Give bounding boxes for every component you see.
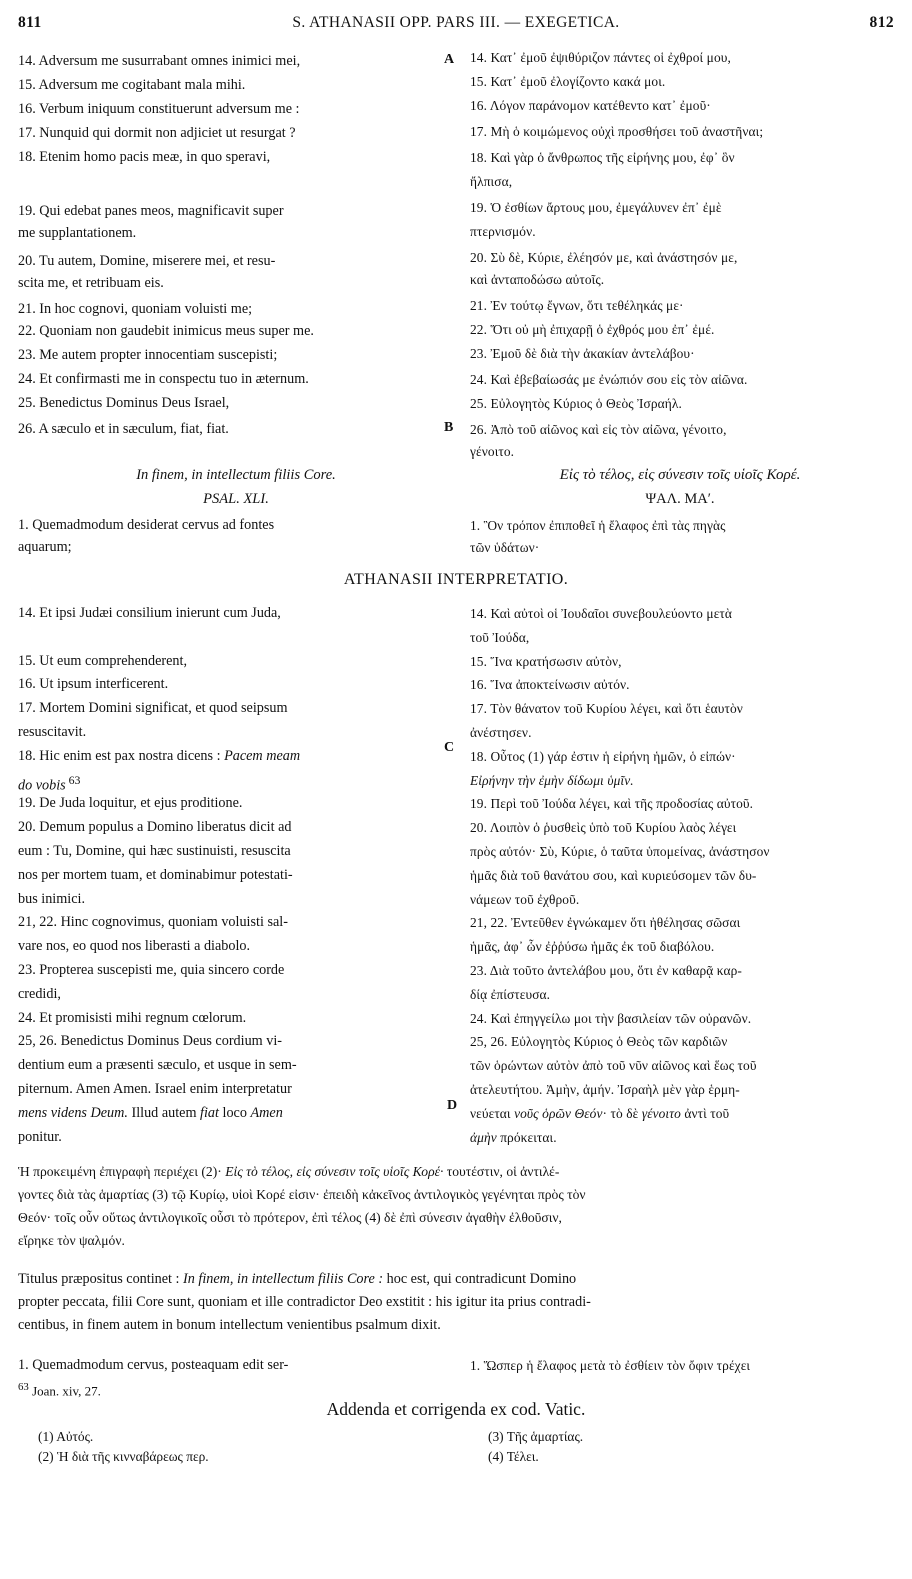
interpretatio-latin-line xyxy=(18,842,454,861)
interpretatio-latin-column xyxy=(18,604,454,1164)
interpretatio-latin-line xyxy=(18,890,454,909)
right-column-number: 812 xyxy=(869,14,894,31)
interpretatio-latin-line xyxy=(18,1032,454,1051)
text-run: centibus, in finem autem in bonum intellectum venientibus psalmum dixit. xyxy=(18,1317,441,1333)
text-run: Ἡ προκειμένη ἐπιγραφὴ περιέχει (2)· xyxy=(18,1164,226,1179)
interpretatio-greek-line xyxy=(470,1009,890,1028)
text-run: 20. Λοιπὸν ὁ ῥυσθεὶς ὑπὸ τοῦ Κυρίου λαὸς λέγει xyxy=(470,820,737,836)
text-run: 25, 26. Benedictus Dominus Deus cordium vi- xyxy=(18,1033,283,1050)
italic-run: γένοιτο xyxy=(641,1105,681,1121)
text-run: 14. Καὶ αὐτοὶ οἱ Ἰουδαῖοι συνεβουλεύοντο μετὰ xyxy=(470,606,733,621)
margin-letter-c: C xyxy=(444,740,455,755)
interpretatio-greek-line xyxy=(470,818,890,837)
greek-verse-line: τῶν ὑδάτων· xyxy=(470,540,540,555)
footnote-text: Joan. xiv, 27. xyxy=(28,1383,101,1399)
latin-verse-line: 1. Quemadmodum cervus, posteaquam edit ser- xyxy=(18,1357,289,1373)
interpretatio-latin-line xyxy=(18,818,454,837)
interpretatio-greek-line xyxy=(470,1104,890,1123)
margin-letter-d: D xyxy=(447,1098,458,1113)
latin-verse-line: 15. Adversum me cogitabant mala mihi. xyxy=(18,77,246,93)
text-run: πρὸς αὐτόν· Σὺ, Κύριε, ὁ ταῦτα ὑπομείνας, ἀνάστησον xyxy=(470,844,770,859)
interpretatio-latin-line xyxy=(18,1080,454,1099)
text-run: dentium eum a præsenti sæculo, et usque in sem- xyxy=(18,1057,297,1074)
italic-run: In finem, in intellectum filiis Core : xyxy=(183,1271,384,1287)
text-run: νεύεται xyxy=(470,1105,515,1121)
text-run: 15. Ἵνα κρατήσωσιν αὐτὸν, xyxy=(470,653,622,669)
text-run: 21, 22. Hinc cognovimus, quoniam voluisti sal- xyxy=(18,914,288,931)
interpretatio-latin-line xyxy=(18,1104,454,1123)
footnote-ref: 63 xyxy=(65,772,81,787)
interpretatio-greek-line xyxy=(470,675,890,694)
interpretatio-greek-line xyxy=(470,628,890,647)
text-run: 15. Ut eum comprehenderent, xyxy=(18,652,188,669)
greek-preface-line xyxy=(18,1185,894,1204)
addenda-heading: Addenda et corrigenda ex cod. Vatic. xyxy=(326,1399,586,1419)
text-run: 19. Περὶ τοῦ Ἰούδα λέγει, καὶ τῆς προδοσίας αὐτοῦ. xyxy=(470,796,754,812)
text-run: 25, 26. Εὐλογητὸς Κύριος ὁ Θεὸς τῶν καρδιῶν xyxy=(470,1034,728,1050)
interpretatio-latin-line xyxy=(18,747,454,766)
footnote xyxy=(18,1378,454,1400)
greek-verse-line: 17. Μὴ ὁ κοιμώμενος οὐχὶ προσθήσει τοῦ ἀναστῆναι; xyxy=(470,124,764,139)
text-run: hoc est, qui contradicunt Domino xyxy=(383,1271,577,1287)
addenda-item: (3) Τῆς ἁμαρτίας. xyxy=(488,1429,584,1444)
italic-run: νοῦς ὁρῶν Θεόν xyxy=(514,1105,603,1121)
interpretatio-latin-line xyxy=(18,1009,454,1028)
italic-run: Εἰς τὸ τέλος, εἰς σύνεσιν τοῖς υἱοῖς Κορέ· xyxy=(225,1164,444,1179)
psalm41-greek-heading xyxy=(470,466,890,555)
addenda-item: (2) Ἡ διὰ τῆς κινναβάρεως περ. xyxy=(38,1449,209,1464)
latin-preface-line xyxy=(18,1316,894,1335)
interpretatio-greek-line xyxy=(470,1128,890,1147)
margin-letter-b: B xyxy=(444,420,454,435)
latin-verse-line: 26. A sæculo et in sæculum, fiat, fiat. xyxy=(18,421,229,437)
greek-verse-line: ἤλπισα, xyxy=(470,174,513,189)
latin-verse-line: 19. Qui edebat panes meos, magnificavit super xyxy=(18,203,284,219)
interpretatio-latin-line xyxy=(18,913,454,932)
greek-verse-line: 18. Καὶ γὰρ ὁ ἄνθρωπος τῆς εἰρήνης μου, ἐφ᾽ ὃν xyxy=(470,150,735,165)
greek-verse-line: 21. Ἐν τούτῳ ἔγνων, ὅτι τεθέληκάς με· xyxy=(470,298,684,313)
interpretatio-greek-line xyxy=(470,937,890,956)
text-run: ἡμᾶς διὰ τοῦ θανάτου σου, καὶ κυριεύσομεν τῶν δυ- xyxy=(470,867,757,883)
final-verse-greek xyxy=(470,1356,890,1380)
text-run: 16. Ἵνα ἀποκτείνωσιν αὐτόν. xyxy=(470,677,630,693)
interpretatio-latin-line xyxy=(18,1056,454,1075)
interpretatio-greek-line xyxy=(470,1080,890,1099)
latin-preface-line xyxy=(18,1293,894,1312)
greek-verse-line: 22. Ὅτι οὐ μὴ ἐπιχαρῇ ὁ ἐχθρός μου ἐπ᾽ ἐμέ. xyxy=(470,322,715,337)
interpretatio-greek-line xyxy=(470,961,890,980)
text-run: 24. Καὶ ἐπηγγείλω μοι τὴν βασιλείαν τῶν οὐρανῶν. xyxy=(470,1010,752,1026)
interpretatio-greek-line xyxy=(470,842,890,861)
interpretatio-greek-line xyxy=(470,913,890,932)
interpretatio-latin-line xyxy=(18,771,454,796)
text-run: vare nos, eo quod nos liberasti a diabolo. xyxy=(18,938,251,955)
text-run: 18. Hic enim est pax nostra dicens : xyxy=(18,747,225,764)
interpretatio-greek-line xyxy=(470,890,890,909)
latin-verse-line: 1. Quemadmodum desiderat cervus ad fontes xyxy=(18,517,275,533)
text-run: 14. Et ipsi Judæi consilium inierunt cum Juda, xyxy=(18,605,281,621)
interpretatio-heading: ATHANASII INTERPRETATIO. xyxy=(343,571,569,588)
interpretatio-greek-line xyxy=(470,1056,890,1075)
text-run: δίᾳ ἐπίστευσα. xyxy=(470,986,551,1002)
interpretatio-greek-column xyxy=(470,604,890,1164)
latin-verse-line: scita me, et retribuam eis. xyxy=(18,275,164,291)
interpretatio-greek-line xyxy=(470,985,890,1004)
addenda-item: (4) Τέλει. xyxy=(488,1449,539,1464)
italic-run: do vobis xyxy=(18,777,66,794)
greek-preface-line xyxy=(18,1208,894,1227)
text-run: 17. Τὸν θάνατον τοῦ Κυρίου λέγει, καὶ ὅτι ἑαυτὸν xyxy=(470,701,743,717)
text-run: credidi, xyxy=(18,985,61,1002)
latin-verse-line: 20. Tu autem, Domine, miserere mei, et resu- xyxy=(18,253,276,269)
greek-verse-line: 16. Λόγον παράνομον κατέθεντο κατ᾽ ἐμοῦ· xyxy=(470,98,711,113)
latin-verse-line: 21. In hoc cognovi, quoniam voluisti me; xyxy=(18,301,253,317)
addenda-item: (1) Αὐτός. xyxy=(38,1429,94,1444)
latin-verse-line: 23. Me autem propter innocentiam suscepisti; xyxy=(18,347,278,363)
greek-verse-line: πτερνισμόν. xyxy=(470,224,536,239)
greek-verse-line: γένοιτο. xyxy=(470,444,515,459)
interpretatio-greek-line xyxy=(470,699,890,718)
footnote-mark: 63 xyxy=(18,1381,29,1393)
latin-preface-line xyxy=(18,1270,894,1289)
interpretatio-greek-line xyxy=(470,866,890,885)
latin-psalm-number: PSAL. XLI. xyxy=(203,491,269,507)
text-run: resuscitavit. xyxy=(18,724,87,740)
text-run: τοῦ Ἰούδα, xyxy=(470,629,530,645)
interpretatio-greek-line xyxy=(470,604,890,623)
text-run: 21, 22. Ἐντεῦθεν ἐγνώκαμεν ὅτι ἠθέλησας σῶσαι xyxy=(470,915,741,931)
text-run: τουτέστιν, οἱ ἀντιλέ- xyxy=(443,1164,560,1179)
text-run: πρόκειται. xyxy=(496,1129,557,1145)
italic-run: Εἰρήνην τὴν ἐμὴν δίδωμι ὑμῖν. xyxy=(470,772,634,788)
greek-verse-line: 25. Εὐλογητὸς Κύριος ὁ Θεὸς Ἰσραήλ. xyxy=(470,396,682,411)
text-run: ἡμᾶς, ἀφ᾽ ὧν ἐῤῥύσω ἡμᾶς ἐκ τοῦ διαβόλου. xyxy=(470,939,715,955)
text-run: ponitur. xyxy=(18,1128,62,1145)
greek-verse-line: 23. Ἐμοῦ δὲ διὰ τὴν ἀκακίαν ἀντελάβου· xyxy=(470,346,695,361)
interpretatio-latin-line xyxy=(18,652,454,671)
interpretatio-latin-line xyxy=(18,866,454,885)
latin-verse-line: 22. Quoniam non gaudebit inimicus meus super me. xyxy=(18,323,314,339)
interpretatio-latin-line xyxy=(18,699,454,718)
greek-preface-line xyxy=(18,1231,894,1250)
text-run: piternum. Amen Amen. Israel enim interpretatur xyxy=(18,1081,292,1097)
text-run: ἀνέστησεν. xyxy=(470,725,532,740)
text-run: Illud autem xyxy=(127,1104,201,1121)
text-run: ἀντὶ τοῦ xyxy=(680,1105,730,1121)
text-run: 19. De Juda loquitur, et ejus proditione. xyxy=(18,795,243,812)
text-run: · τὸ δὲ xyxy=(602,1105,642,1121)
latin-verse-line: 18. Etenim homo pacis meæ, in quo speravi, xyxy=(18,149,271,165)
text-run: 24. Et promisisti mihi regnum cœlorum. xyxy=(18,1009,247,1026)
greek-verse-line: 26. Ἀπὸ τοῦ αἰῶνος καὶ εἰς τὸν αἰῶνα, γένοιτο, xyxy=(470,422,727,437)
text-run: εἴρηκε τὸν ψαλμόν. xyxy=(18,1233,125,1248)
interpretatio-latin-line xyxy=(18,961,454,980)
text-run: Titulus præpositus continet : xyxy=(18,1271,184,1287)
italic-run: mens videns Deum. xyxy=(18,1104,128,1121)
psalm40-latin-column-end xyxy=(18,370,454,440)
greek-psalm-title: Εἰς τὸ τέλος, εἰς σύνεσιν τοῖς υἱοῖς Κορέ. xyxy=(559,467,801,483)
text-run: 23. Διὰ τοῦτο ἀντελάβου μου, ὅτι ἐν καθαρᾷ καρ- xyxy=(470,963,742,978)
latin-verse-line: 24. Et confirmasti me in conspectu tuo in æternum. xyxy=(18,371,309,387)
psalm40-latin-column xyxy=(18,52,454,372)
interpretatio-greek-line xyxy=(470,747,890,766)
text-run: propter peccata, filii Core sunt, quoniam et ille contradictor Deo exstitit : his igitur ita prius contradi- xyxy=(18,1294,591,1310)
greek-preface-line xyxy=(18,1162,894,1181)
margin-letter-a: A xyxy=(444,52,455,67)
text-run: eum : Tu, Domine, qui hæc sustinuisti, resuscita xyxy=(18,843,291,859)
italic-run: Amen xyxy=(250,1104,283,1121)
greek-verse-line: 14. Κατ᾽ ἐμοῦ ἐψιθύριζον πάντες οἱ ἐχθροί μου, xyxy=(470,50,731,65)
latin-verse-line: 17. Nunquid qui dormit non adjiciet ut resurgat ? xyxy=(18,125,296,141)
text-run: Θεόν· τοῖς οὖν οὕτως ἀντιλογικοῖς οὖσι τὸ πρότερον, ἐπὶ τέλος (4) δὲ ἐπὶ σύνεσιν ἀγαθὴν ἐλθοῦσιν, xyxy=(18,1210,562,1225)
greek-verse-line: 20. Σὺ δὲ, Κύριε, ἐλέησόν με, καὶ ἀνάστησόν με, xyxy=(470,250,738,265)
interpretatio-latin-line xyxy=(18,1128,454,1147)
interpretatio-greek-line xyxy=(470,1032,890,1051)
interpretatio-greek-line xyxy=(470,652,890,671)
greek-verse-line: 1. Ὥσπερ ἡ ἔλαφος μετὰ τὸ ἐσθίειν τὸν ὄφιν τρέχει xyxy=(470,1358,751,1373)
greek-verse-line: 15. Κατ᾽ ἐμοῦ ἐλογίζοντο κακά μοι. xyxy=(470,74,666,89)
latin-verse-line: aquarum; xyxy=(18,539,72,555)
text-run: bus inimici. xyxy=(18,890,85,907)
text-run: νάμεων τοῦ ἐχθροῦ. xyxy=(470,891,580,907)
interpretatio-greek-line xyxy=(470,794,890,813)
text-run: nos per mortem tuam, et dominabimur potestati- xyxy=(18,866,293,883)
psalm40-greek-column xyxy=(470,48,890,468)
greek-preface xyxy=(18,1162,894,1252)
italic-run: fiat xyxy=(200,1104,219,1121)
latin-verse-line: 14. Adversum me susurrabant omnes inimici mei, xyxy=(18,53,301,69)
text-run: 18. Οὗτος (1) γάρ ἐστιν ἡ εἰρήνη ἡμῶν, ὁ εἰπών· xyxy=(470,748,736,764)
latin-verse-line: 25. Benedictus Dominus Deus Israel, xyxy=(18,395,230,411)
interpretatio-greek-line xyxy=(470,723,890,742)
text-run: 17. Mortem Domini significat, et quod seipsum xyxy=(18,700,288,717)
interpretatio-latin-line xyxy=(18,723,454,742)
greek-psalm-number: ΨΑΛ. ΜΑʹ. xyxy=(645,491,715,507)
interpretatio-latin-line xyxy=(18,675,454,694)
running-head xyxy=(18,14,894,40)
interpretatio-latin-line xyxy=(18,985,454,1004)
text-run: γοντες διὰ τὰς ἁμαρτίας (3) τῷ Κυρίῳ, υἱοὶ Κορέ εἰσιν· ἐπειδὴ κἀκεῖνος ἀντιλογικὸς γεγένηται πρὸς τὸν xyxy=(18,1187,586,1202)
greek-verse-line: 24. Καὶ ἐβεβαίωσάς με ἐνώπιόν σου εἰς τὸν αἰῶνα. xyxy=(470,372,748,387)
latin-psalm-title: In finem, in intellectum filiis Core. xyxy=(136,467,336,483)
greek-verse-line: καὶ ἀνταποδώσω αὐτοῖς. xyxy=(470,272,605,287)
greek-verse-line: 1. Ὃν τρόπον ἐπιποθεῖ ἡ ἔλαφος ἐπὶ τὰς πηγὰς xyxy=(470,518,726,533)
interpretatio-latin-line xyxy=(18,937,454,956)
text-run: ἀτελευτήτου. Ἀμὴν, ἀμήν. Ἰσραὴλ μὲν γὰρ ἑρμη- xyxy=(470,1082,740,1097)
latin-verse-line: 16. Verbum iniquum constituerunt adversum me : xyxy=(18,101,300,117)
left-column-number: 811 xyxy=(18,14,42,31)
text-run: 23. Propterea suscepisti me, quia sincero corde xyxy=(18,962,285,978)
interpretatio-greek-line xyxy=(470,771,890,790)
text-run: loco xyxy=(218,1104,251,1121)
text-run: 20. Demum populus a Domino liberatus dicit ad xyxy=(18,819,292,836)
italic-run: ἀμὴν xyxy=(470,1129,497,1145)
greek-verse-line: 19. Ὁ ἐσθίων ἄρτους μου, ἐμεγάλυνεν ἐπ᾽ ἐμὲ xyxy=(470,200,722,215)
latin-verse-line: me supplantationem. xyxy=(18,225,137,241)
running-head-title: S. ATHANASII OPP. PARS III. — EXEGETICA. xyxy=(292,14,620,31)
text-run: 16. Ut ipsum interficerent. xyxy=(18,676,169,693)
final-verse-latin xyxy=(18,1356,454,1399)
interpretatio-latin-line xyxy=(18,794,454,813)
interpretatio-latin-line xyxy=(18,604,454,623)
psalm41-latin-heading xyxy=(18,466,454,555)
italic-run: Pacem meam xyxy=(224,747,301,764)
latin-preface xyxy=(18,1270,894,1340)
text-run: τῶν ὁρώντων αὐτὸν ἀπὸ τοῦ νῦν αἰῶνος καὶ ἕως τοῦ xyxy=(470,1058,757,1074)
